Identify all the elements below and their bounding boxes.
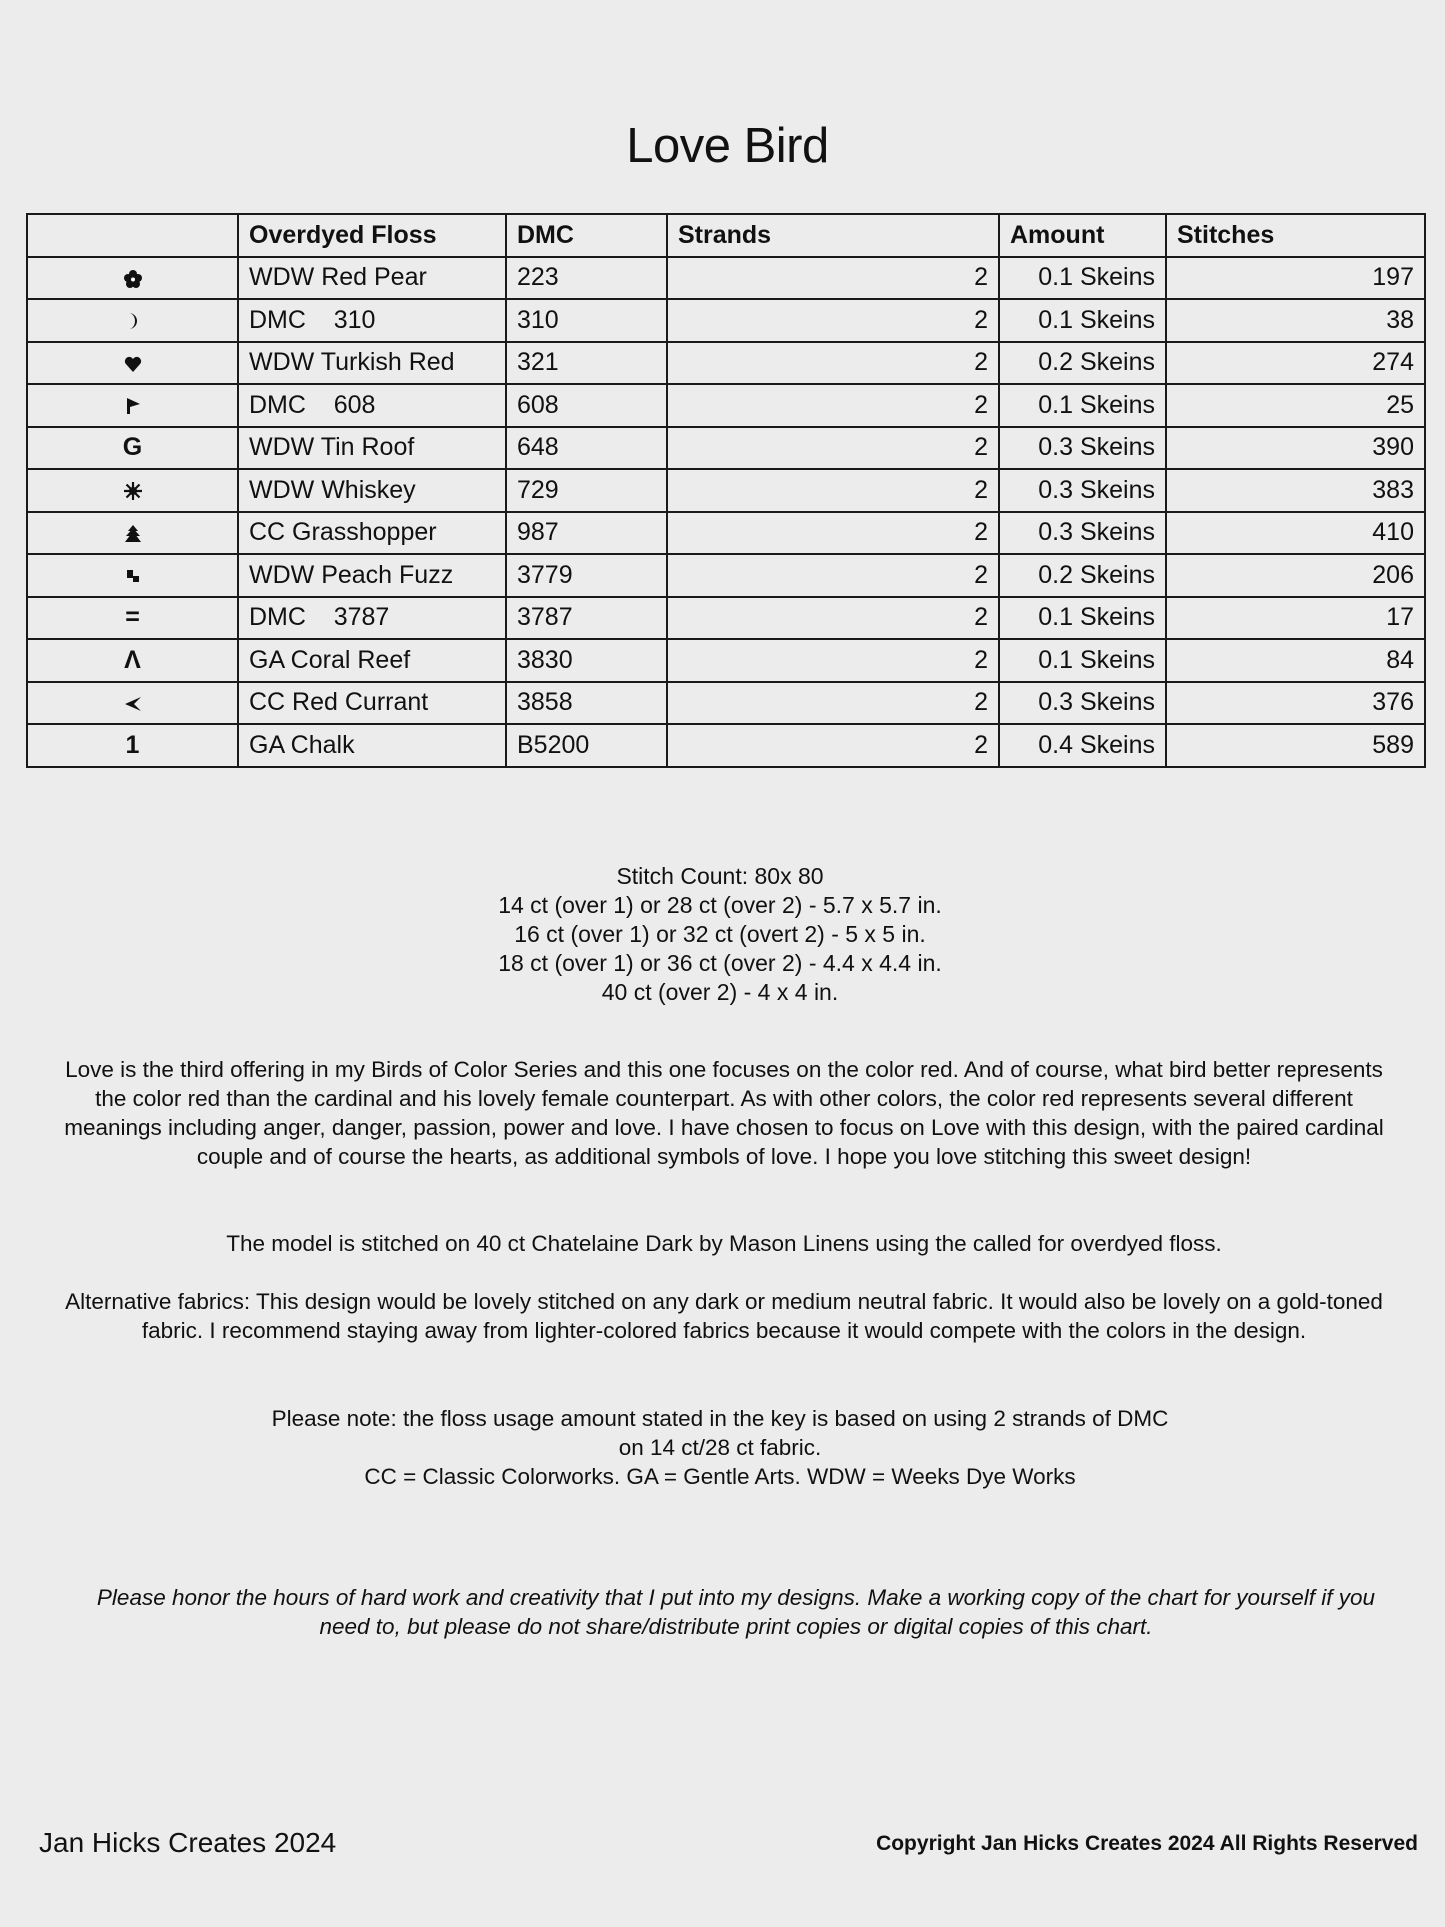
dmc-number-cell: 648 <box>506 427 667 470</box>
stitches-cell: 17 <box>1166 597 1425 640</box>
symbol-cell: Λ <box>27 639 238 682</box>
table-row <box>27 639 1425 682</box>
strands-cell: 2 <box>667 384 999 427</box>
floss-name-cell: DMC 310 <box>238 299 506 342</box>
stitch-size-16ct: 16 ct (over 1) or 32 ct (overt 2) - 5 x 5 in. <box>514 921 926 947</box>
symbol-cell <box>27 469 238 512</box>
strands-cell: 2 <box>667 257 999 300</box>
floss-name-cell: WDW Tin Roof <box>238 427 506 470</box>
table-row <box>27 469 1425 512</box>
please-note-line-3: CC = Classic Colorworks. GA = Gentle Arts. WDW = Weeks Dye Works <box>364 1464 1076 1489</box>
stitch-count-line: Stitch Count: 80x 80 <box>616 863 824 889</box>
dmc-number-cell: 987 <box>506 512 667 555</box>
symbol-cell <box>27 554 238 597</box>
amount-cell: 0.1 Skeins <box>999 384 1166 427</box>
table-row <box>27 682 1425 725</box>
floss-name-cell: WDW Whiskey <box>238 469 506 512</box>
dmc-number-cell: 223 <box>506 257 667 300</box>
dmc-number-cell: 321 <box>506 342 667 385</box>
symbol-cell <box>27 682 238 725</box>
honor-note-paragraph <box>70 1583 1402 1641</box>
description-text: Love is the third offering in my Birds of Color Series and this one focuses on the color red. And of course, what bird better represents the color red than the cardinal and his lovely female counterpart. As with other colors, the color red represents several different meanings including anger, danger, passion, power and love. I have chosen to focus on Love with this design, with the paired cardinal couple and of course the hearts, as additional symbols of love. I hope you love stitching this sweet design! <box>64 1057 1384 1169</box>
symbol-cell: G <box>27 427 238 470</box>
strands-cell: 2 <box>667 427 999 470</box>
amount-cell: 0.3 Skeins <box>999 427 1166 470</box>
table-row <box>27 512 1425 555</box>
stitches-cell: 206 <box>1166 554 1425 597</box>
strands-cell: 2 <box>667 512 999 555</box>
amount-cell: 0.3 Skeins <box>999 512 1166 555</box>
table-row <box>27 342 1425 385</box>
floss-key-table <box>26 213 1426 768</box>
symbol-cell: 1 <box>27 724 238 767</box>
please-note-block <box>0 1404 1440 1491</box>
strands-cell: 2 <box>667 639 999 682</box>
stitches-cell: 274 <box>1166 342 1425 385</box>
dmc-number-cell: 3787 <box>506 597 667 640</box>
table-row <box>27 427 1425 470</box>
floss-name-cell: WDW Peach Fuzz <box>238 554 506 597</box>
stitches-cell: 197 <box>1166 257 1425 300</box>
please-note-line-2: on 14 ct/28 ct fabric. <box>618 1435 822 1460</box>
amount-cell: 0.1 Skeins <box>999 597 1166 640</box>
strands-cell: 2 <box>667 342 999 385</box>
amount-cell: 0.2 Skeins <box>999 554 1166 597</box>
arrow-left-icon <box>123 694 143 714</box>
floss-name-cell: WDW Turkish Red <box>238 342 506 385</box>
header-strands: Strands <box>667 214 999 257</box>
stitches-cell: 390 <box>1166 427 1425 470</box>
footer-copyright: Copyright Jan Hicks Creates 2024 All Rights Reserved <box>876 1832 1418 1855</box>
starburst-icon <box>123 481 143 501</box>
stitch-size-14ct: 14 ct (over 1) or 28 ct (over 2) - 5.7 x 5.7 in. <box>498 892 942 918</box>
stitches-cell: 376 <box>1166 682 1425 725</box>
model-note-text: The model is stitched on 40 ct Chatelaine Dark by Mason Linens using the called for overdyed floss. <box>226 1231 1222 1256</box>
strands-cell: 2 <box>667 724 999 767</box>
amount-cell: 0.1 Skeins <box>999 257 1166 300</box>
stitch-size-40ct: 40 ct (over 2) - 4 x 4 in. <box>601 979 839 1005</box>
dmc-number-cell: 3779 <box>506 554 667 597</box>
amount-cell: 0.2 Skeins <box>999 342 1166 385</box>
header-dmc: DMC <box>506 214 667 257</box>
floss-name-cell: CC Red Currant <box>238 682 506 725</box>
alternative-fabrics-paragraph <box>48 1287 1400 1345</box>
amount-cell: 0.3 Skeins <box>999 682 1166 725</box>
stitches-cell: 84 <box>1166 639 1425 682</box>
stitches-cell: 383 <box>1166 469 1425 512</box>
header-overdyed-floss: Overdyed Floss <box>238 214 506 257</box>
symbol-cell <box>27 299 238 342</box>
stitches-cell: 25 <box>1166 384 1425 427</box>
stitches-cell: 410 <box>1166 512 1425 555</box>
stitch-count-info <box>0 862 1440 1007</box>
heart-icon <box>123 354 143 374</box>
table-row <box>27 554 1425 597</box>
header-symbol <box>27 214 238 257</box>
dmc-number-cell: B5200 <box>506 724 667 767</box>
strands-cell: 2 <box>667 682 999 725</box>
strands-cell: 2 <box>667 469 999 512</box>
header-amount: Amount <box>999 214 1166 257</box>
flower-icon <box>123 269 143 289</box>
floss-name-cell: DMC 3787 <box>238 597 506 640</box>
step-icon <box>123 566 143 586</box>
footer-designer: Jan Hicks Creates 2024 <box>39 1827 337 1858</box>
model-note-paragraph <box>48 1229 1400 1258</box>
table-row <box>27 597 1425 640</box>
strands-cell: 2 <box>667 597 999 640</box>
symbol-cell <box>27 342 238 385</box>
floss-name-cell: DMC 608 <box>238 384 506 427</box>
symbol-cell <box>27 384 238 427</box>
floss-name-cell: WDW Red Pear <box>238 257 506 300</box>
dmc-number-cell: 3830 <box>506 639 667 682</box>
strands-cell: 2 <box>667 554 999 597</box>
page-title: Love Bird <box>626 119 829 173</box>
flag-icon <box>123 396 143 416</box>
amount-cell: 0.4 Skeins <box>999 724 1166 767</box>
floss-name-cell: GA Chalk <box>238 724 506 767</box>
table-row <box>27 299 1425 342</box>
please-note-line-1: Please note: the floss usage amount stated in the key is based on using 2 strands of DMC <box>271 1406 1169 1431</box>
honor-note-text: Please honor the hours of hard work and creativity that I put into my designs. Make a working copy of the chart for yourself if you need to, but please do not share/distribute print copies or digital copies of this chart. <box>96 1585 1376 1639</box>
dmc-number-cell: 310 <box>506 299 667 342</box>
stitch-size-18ct: 18 ct (over 1) or 36 ct (over 2) - 4.4 x 4.4 in. <box>498 950 942 976</box>
dmc-number-cell: 608 <box>506 384 667 427</box>
stitches-cell: 589 <box>1166 724 1425 767</box>
floss-name-cell: GA Coral Reef <box>238 639 506 682</box>
header-stitches: Stitches <box>1166 214 1425 257</box>
crescent-icon <box>123 311 143 331</box>
dmc-number-cell: 3858 <box>506 682 667 725</box>
tree-icon <box>123 524 143 544</box>
symbol-cell <box>27 257 238 300</box>
symbol-cell: = <box>27 597 238 640</box>
floss-name-cell: CC Grasshopper <box>238 512 506 555</box>
amount-cell: 0.3 Skeins <box>999 469 1166 512</box>
dmc-number-cell: 729 <box>506 469 667 512</box>
table-row <box>27 384 1425 427</box>
stitches-cell: 38 <box>1166 299 1425 342</box>
alternative-fabrics-text: Alternative fabrics: This design would be lovely stitched on any dark or medium neutral fabric. It would also be lovely on a gold-toned fabric. I recommend staying away from lighter-colored fabrics because it would compete with the colors in the design. <box>65 1289 1383 1343</box>
amount-cell: 0.1 Skeins <box>999 299 1166 342</box>
table-row <box>27 724 1425 767</box>
strands-cell: 2 <box>667 299 999 342</box>
table-row <box>27 257 1425 300</box>
amount-cell: 0.1 Skeins <box>999 639 1166 682</box>
symbol-cell <box>27 512 238 555</box>
table-header-row <box>27 214 1425 257</box>
description-paragraph <box>48 1055 1400 1171</box>
